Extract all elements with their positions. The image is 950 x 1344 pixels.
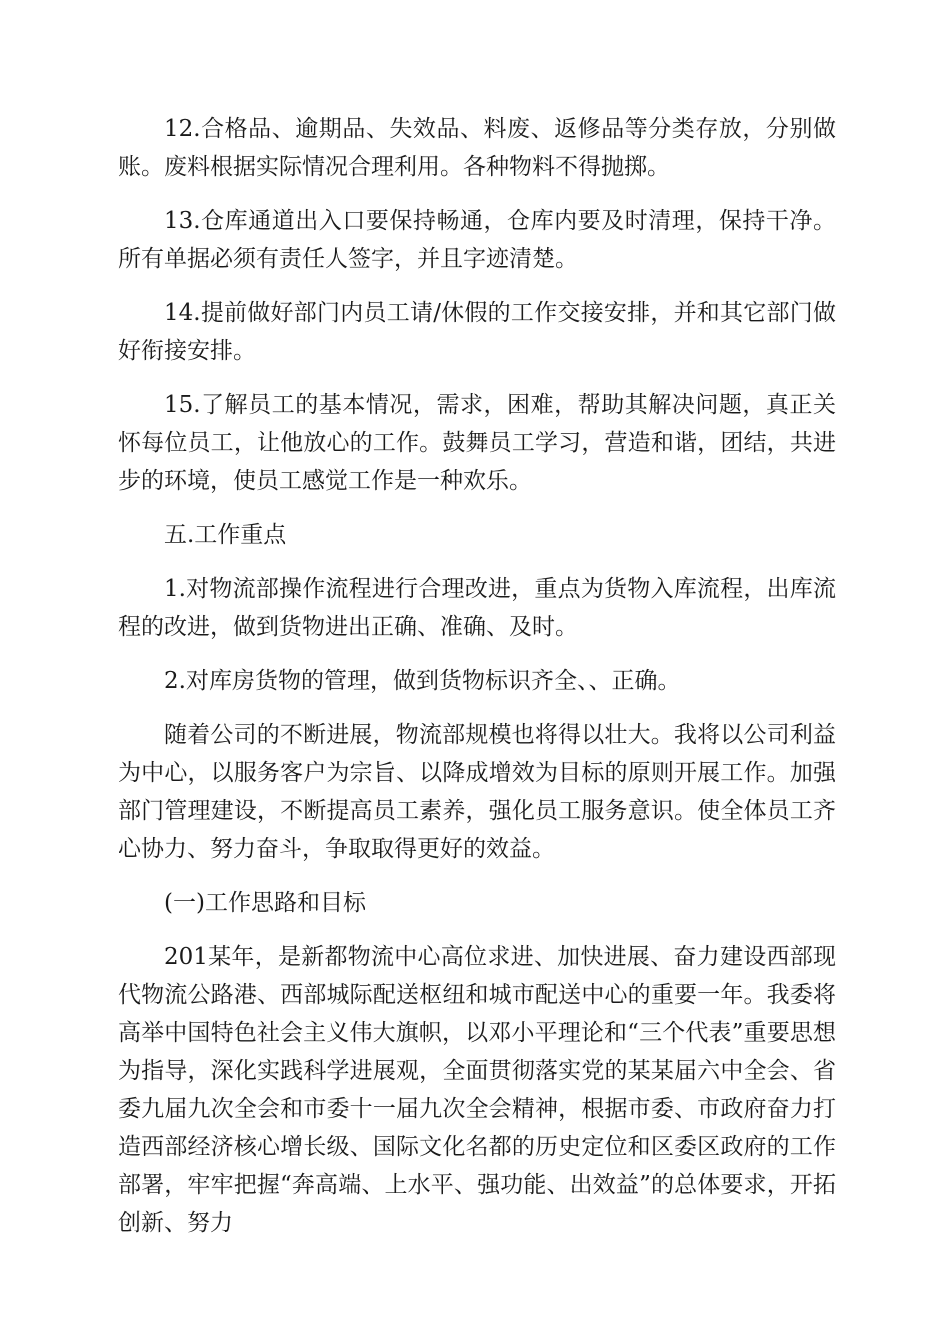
paragraph-item-12: 12.合格品、逾期品、失效品、料废、返修品等分类存放，分别做账。废料根据实际情况合理利用。各种物料不得抛掷。 <box>118 116 836 180</box>
paragraph-item-14: 14.提前做好部门内员工请/休假的工作交接安排，并和其它部门做好衔接安排。 <box>118 300 836 364</box>
paragraph-focus-1: 1.对物流部操作流程进行合理改进，重点为货物入库流程，出库流程的改进，做到货物进出正确、准确、及时。 <box>118 576 836 640</box>
paragraph-item-15: 15.了解员工的基本情况，需求，困难，帮助其解决问题，真正关怀每位员工，让他放心的工作。鼓舞员工学习，营造和谐，团结，共进步的环境，使员工感觉工作是一种欢乐。 <box>118 392 836 494</box>
paragraph-year-plan: 201某年，是新都物流中心高位求进、加快进展、奋力建设西部现代物流公路港、西部城际配送枢纽和城市配送中心的重要一年。我委将高举中国特色社会主义伟大旗帜，以邓小平理论和“三个代表”重要思想为指导，深化实践科学进展观，全面贯彻落实党的某某届六中全会、省委九届九次全会和市委十一届九次全会精神，根据市委、市政府奋力打造西部经济核心增长级、国际文化名都的历史定位和区委区政府的工作部署，牢牢把握“奔高端、上水平、强功能、出效益”的总体要求，开拓创新、努力 <box>118 944 836 1236</box>
document-page <box>118 110 836 1258</box>
paragraph-item-13: 13.仓库通道出入口要保持畅通，仓库内要及时清理，保持干净。所有单据必须有责任人签字，并且字迹清楚。 <box>118 208 836 272</box>
section-heading-work-focus: 五.工作重点 <box>164 522 287 548</box>
paragraph-focus-2: 2.对库房货物的管理，做到货物标识齐全、、正确。 <box>164 668 681 694</box>
section-heading-work-ideas: (一)工作思路和目标 <box>164 890 366 916</box>
paragraph-summary: 随着公司的不断进展，物流部规模也将得以壮大。我将以公司利益为中心，以服务客户为宗旨、以降成增效为目标的原则开展工作。加强部门管理建设，不断提高员工素养，强化员工服务意识。使全体员工齐心协力、努力奋斗，争取取得更好的效益。 <box>118 722 836 862</box>
